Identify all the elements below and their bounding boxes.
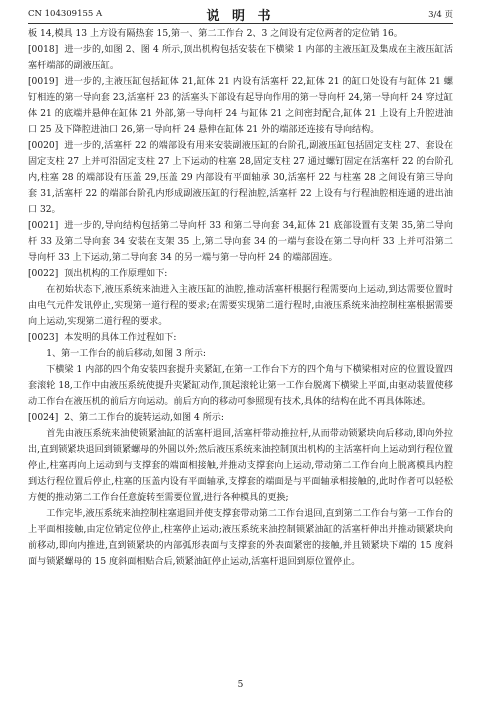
header-rule [28, 23, 453, 24]
paragraph-text: 下横梁 1 内部的四个角安装四套提升夹紧缸,在第一工作台下方的四个角与下横梁相对应的位置设置四套滚轮 18,工作中由液压系统使提升夹紧缸动作,顶起滚轮让第一工作台脱离下横梁上平面,由驱动装置使移动工作台在液压机的前后方向运动。前后方向的移动可参照现有技术,具体的结构在此不再具体陈述。 [28, 365, 453, 407]
paragraph [28, 346, 453, 362]
paragraph-text: 顶出机构的工作原理如下: [64, 269, 168, 279]
paragraph-number: [0023] [28, 333, 59, 343]
paragraph [28, 282, 453, 330]
paragraph [28, 410, 453, 426]
paragraph [28, 218, 453, 266]
paragraph-text: 工作完毕,液压系统来油控制柱塞退回并使支撑套带动第二工作台退回,直到第二工作台与第一工作台的上平面相接触,由定位销定位停止,柱塞停止运动;液压系统来油控制锁紧油缸的活塞杆伸出并推动锁紧块向前移动,即向内推进,直到锁紧块的内部弧形表面与支撑套的外表面紧密的接触,并且锁紧块下端的 15 度斜面与锁紧螺母的 15 度斜面相贴合后,锁紧油缸停止运动,活塞杆退回到原位置停止。 [28, 509, 453, 567]
paragraph [28, 506, 453, 570]
paragraph [28, 26, 453, 42]
paragraph [28, 362, 453, 410]
paragraph-number: [0020] [28, 141, 59, 151]
document-title: 说 明 书 [206, 8, 275, 24]
paragraph-text: 本发明的具体工作过程如下: [64, 333, 177, 343]
page-header [28, 6, 453, 22]
paragraph [28, 138, 453, 218]
paragraph-number: [0018] [28, 45, 59, 55]
paragraph [28, 426, 453, 506]
paragraph [28, 266, 453, 282]
patent-number: CN 104309155 A [28, 9, 103, 19]
paragraph-number: [0022] [28, 269, 59, 279]
document-body [28, 26, 453, 570]
paragraph-text: 在初始状态下,液压系统来油进入主液压缸的油腔,推动活塞杆根据行程需要向上运动,到达需要位置时由电气元件发讯停止,实现第一道行程的要求;在需要实现第二道行程时,由液压系统来油控制柱塞根据需要向上运动,实现第二道行程的要求。 [28, 285, 453, 327]
paragraph-text: 进一步的,活塞杆 22 的端部设有用来安装副液压缸的台阶孔,副液压缸包括固定支柱 27、套设在固定支柱 27 上并可沿固定支柱 27 上下运动的柱塞 28,固定支柱 27 通过螺钉固定在活塞杆 22 的台阶孔内,柱塞 28 的端部设有压盖 29,压盖 29 内部设有平面轴承 30,活塞杆 22 与柱塞 28 之间设有第三导向套 31,活塞杆 22 的端部台阶孔内形成副液压缸的行程油腔,活塞杆 22 上设有与行程油腔相连通的进出油口 32。 [28, 141, 453, 215]
page-info: 3/4 页 [428, 10, 453, 20]
paragraph [28, 42, 453, 74]
paragraph-text: 进一步的,导向结构包括第二导向杆 33 和第二导向套 34,缸体 21 底部设置有支架 35,第二导向杆 33 及第二导向套 34 安装在支架 35 上,第二导向套 34 的一端与套设在第二导向杆 33 上并可沿第二导向杆 33 上下运动,第二导向套 34 的另一端与第一导向杆 24 的端部固连。 [28, 221, 453, 263]
paragraph-text: 1、第一工作台的前后移动,如图 3 所示: [46, 349, 206, 359]
paragraph-text: 板 14,模具 13 上方设有隔热套 15,第一、第二工作台 2、3 之间设有定位两者的定位销 16。 [28, 29, 403, 39]
paragraph-number: [0019] [28, 77, 59, 87]
paragraph-number: [0024] [28, 413, 59, 423]
page-number: 5 [237, 680, 244, 690]
paragraph-number: [0021] [28, 221, 59, 231]
paragraph-text: 首先由液压系统来油使锁紧油缸的活塞杆退回,活塞杆带动推拉杆,从而带动锁紧块向后移动,即向外拉出,直到锁紧块退回到锁紧螺母的外圆以外;然后液压系统来油控制顶出机构的主活塞杆向上运动到行程位置停止,柱塞再向上运动到与支撑套的端面相接触,并推动支撑套向上运动,带动第二工作台向上脱离模具内腔到达行程位置后停止,柱塞的压盖内设有平面轴承,支撑套的端面是与平面轴承相接触的,此时作者可以轻松方便的推动第二工作台任意旋转至需要位置,进行各种模具的更换; [28, 429, 453, 503]
paragraph-text: 进一步的,主液压缸包括缸体 21,缸体 21 内设有活塞杆 22,缸体 21 的缸口处设有与缸体 21 螺钉相连的第一导向套 23,活塞杆 23 的活塞头下部设有起导向作用的第一导向杆 24,第一导向杆 24 穿过缸体 21 的底端并悬伸在缸体 21 外部,第一导向杆 24 与缸体 21 之间密封配合,缸体 21 上设有上升腔进油口 25 及下降腔进油口 26,第一导向杆 24 悬伸在缸体 21 外的端部还连接有导向结构。 [28, 77, 453, 135]
paragraph [28, 74, 453, 138]
paragraph-text: 进一步的,如图 2、图 4 所示,顶出机构包括安装在下横梁 1 内部的主液压缸及集成在主液压缸活塞杆端部的副液压缸。 [28, 45, 453, 71]
paragraph [28, 330, 453, 346]
paragraph-text: 2、第二工作台的旋转运动,如图 4 所示: [64, 413, 224, 423]
